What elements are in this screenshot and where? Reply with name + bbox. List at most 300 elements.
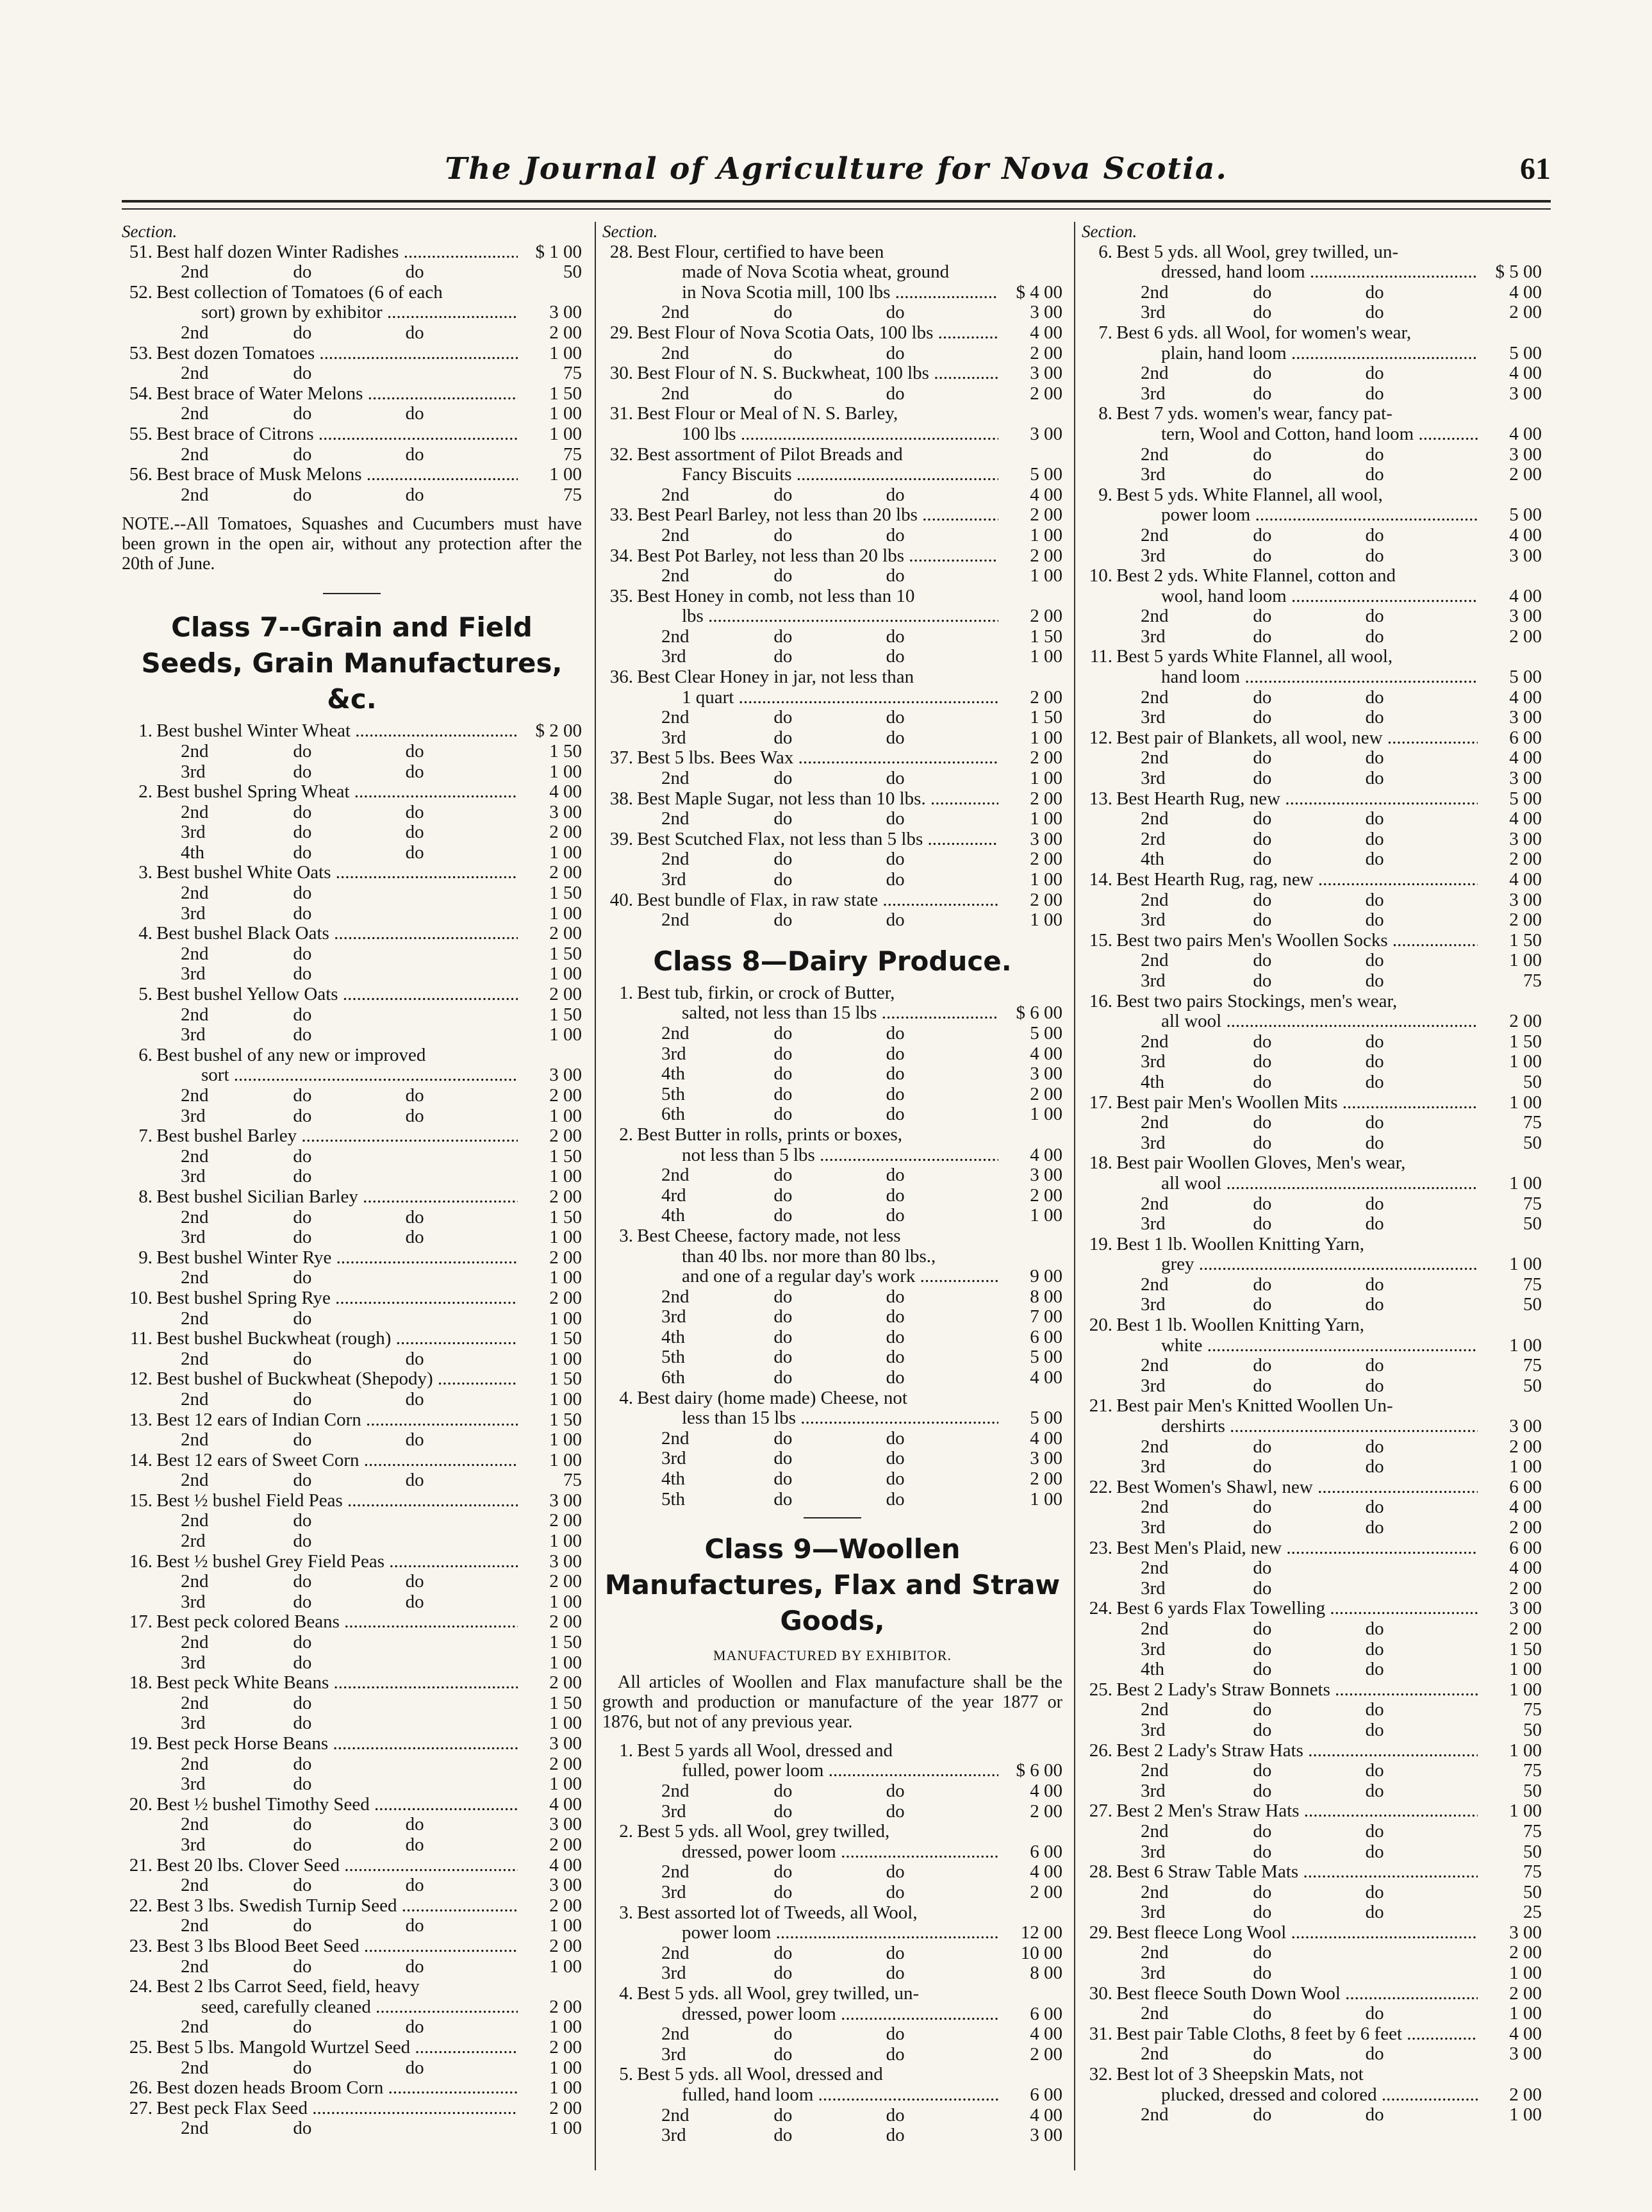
prize-sub-row (1082, 1943, 1542, 1963)
sub-cell: do (1253, 1659, 1272, 1680)
sub-cell: do (1365, 524, 1384, 545)
sub-cell: do (1365, 747, 1384, 769)
prize-sub-row (1082, 1720, 1542, 1741)
prize-row (122, 1045, 582, 1066)
sub-cell: do (773, 2125, 793, 2146)
sub-cell: do (405, 1956, 424, 1977)
sub-cells (153, 1309, 518, 1329)
prize-row (1082, 1862, 1542, 1883)
sub-cells (633, 1368, 998, 1388)
sub-cell: do (1253, 1112, 1272, 1133)
sub-cell: do (773, 1104, 793, 1125)
sub-cells (1112, 627, 1478, 647)
sub-cell: do (1253, 1517, 1272, 1538)
sub-cell: do (1365, 889, 1384, 910)
prize-text: Best bushel Spring Wheat ..... (156, 782, 518, 802)
prize-amount: 5 00 (1030, 464, 1062, 485)
prize-text: made of Nova Scotia wheat, ground (682, 262, 950, 283)
prize-amount: 4 00 (1509, 869, 1542, 890)
prize-sub-row (1082, 1032, 1542, 1052)
sub-cells (1112, 1518, 1478, 1538)
sub-cell: 2nd (181, 444, 209, 465)
sub-cells (633, 1307, 998, 1327)
prize-sub-row (602, 1449, 1062, 1469)
sub-cell: do (1253, 1355, 1272, 1376)
prize-row (1082, 404, 1542, 424)
prize-amount: 1 00 (1509, 2003, 1542, 2024)
sub-cell: do (293, 801, 312, 822)
prize-description (153, 1734, 518, 1754)
prize-text: all wool ..... (1161, 1011, 1478, 1031)
prize-amount: 50 (1523, 1881, 1542, 1902)
prize-description (153, 1856, 518, 1876)
sub-cells (153, 1572, 518, 1592)
prize-amount: 3 00 (549, 1875, 582, 1896)
prize-sub-row (1082, 384, 1542, 404)
column-1 (122, 222, 582, 2139)
sub-cell (1366, 1579, 1478, 1599)
prize-sub-row (1082, 849, 1542, 870)
sub-cells (153, 445, 518, 465)
prize-continuation (1082, 1011, 1542, 1032)
prize-number: 38. (609, 788, 633, 809)
prize-amount: 1 00 (549, 761, 582, 782)
prize-sub-row (1082, 1133, 1542, 1154)
prize-amount: 9 00 (1030, 1266, 1062, 1287)
prize-amount: 4 00 (1030, 1043, 1062, 1064)
prize-amount: 10 00 (1020, 1942, 1062, 1963)
prize-amount: 3 00 (1030, 1165, 1062, 1186)
sub-cell: do (405, 1206, 424, 1227)
prize-amount: 3 00 (549, 1065, 582, 1086)
sub-cell: 4th (661, 1326, 686, 1347)
prize-amount: 75 (563, 484, 582, 505)
prize-amount: 7 00 (1030, 1306, 1062, 1327)
sub-cell: 2nd (1141, 1881, 1169, 1902)
prize-description (1112, 931, 1478, 951)
prize-text: Best bushel Buckwheat (rough) ..... (156, 1329, 518, 1349)
prize-amount: 1 00 (1509, 950, 1542, 971)
prize-number: 16. (129, 1551, 153, 1572)
sub-cell: do (1365, 1618, 1384, 1639)
sub-cell: do (773, 2043, 793, 2065)
sub-cells (153, 262, 518, 283)
sub-cell: do (886, 1963, 905, 1984)
prize-text: Best half dozen Winter Radishes ..... (156, 242, 518, 262)
sub-cells (153, 1531, 518, 1552)
sub-cell: do (405, 2057, 424, 2078)
prize-description (1112, 789, 1478, 810)
sub-cells (153, 1693, 518, 1714)
prize-row (1082, 1396, 1542, 1417)
prize-row (122, 1187, 582, 1208)
prize-sub-row (1082, 1072, 1542, 1093)
prize-amount: 50 (1523, 1132, 1542, 1153)
prize-number: 12. (1089, 727, 1112, 748)
prize-sub-row (602, 1862, 1062, 1883)
prize-number: 55. (129, 423, 153, 444)
prize-text: seed, carefully cleaned ..... (201, 1997, 518, 2017)
prize-amount: $ 6 00 (1016, 1002, 1062, 1024)
prize-sub-row (122, 1227, 582, 1248)
sub-cell: 2nd (181, 1956, 209, 1977)
sub-cells (1112, 769, 1478, 789)
sub-cell: do (1253, 444, 1272, 465)
prize-amount: 5 00 (1030, 1022, 1062, 1044)
sub-cell: do (405, 761, 424, 782)
sub-cell: do (1253, 1071, 1272, 1092)
sub-cells (1112, 1943, 1478, 1963)
prize-description (153, 721, 518, 742)
sub-cell: do (405, 1834, 424, 1855)
sub-cell: 2nd (181, 740, 209, 761)
prize-amount: 5 00 (1509, 667, 1542, 688)
prize-number: 1. (619, 1740, 633, 1761)
sub-cell: do (1253, 1638, 1272, 1659)
prize-text: Best bushel White Oats ..... (156, 863, 518, 883)
prize-description (633, 829, 998, 850)
prize-amount: 1 50 (549, 1145, 582, 1167)
sub-cell: do (773, 1448, 793, 1469)
sub-cell: do (1365, 1902, 1384, 1923)
prize-amount: 2 00 (549, 1287, 582, 1308)
prize-text: Best 5 yds. all Wool, dressed and (637, 2065, 883, 2085)
prize-text: Best bushel Winter Rye ..... (156, 1248, 518, 1268)
prize-continuation (602, 688, 1062, 708)
prize-description (633, 323, 998, 344)
prize-amount: 2 00 (1509, 1436, 1542, 1457)
prize-row (1082, 1315, 1542, 1336)
prize-list (602, 1741, 1062, 2146)
sub-cell: 2nd (181, 1915, 209, 1936)
sub-cell: 3rd (1141, 464, 1166, 485)
sub-cells (1112, 2044, 1478, 2065)
prize-amount: 8 00 (1030, 1286, 1062, 1307)
sub-cell: do (293, 963, 312, 985)
sub-cell: 3rd (1141, 1051, 1166, 1072)
sub-cell: do (405, 801, 424, 822)
sub-cell: 2nd (181, 801, 209, 822)
prize-amount: 2 00 (549, 1085, 582, 1106)
prize-description (633, 1003, 998, 1024)
prize-number: 35. (609, 585, 633, 606)
prize-sub-row (602, 1781, 1062, 1802)
sub-cell: 2nd (661, 383, 690, 404)
sub-cells (153, 1815, 518, 1835)
sub-cell: do (1365, 828, 1384, 849)
prize-sub-row (122, 1693, 582, 1714)
sub-cell: do (293, 1774, 312, 1795)
prize-amount: 1 00 (549, 464, 582, 485)
sub-cell: do (886, 1468, 905, 1490)
sub-cell: 2nd (661, 1861, 690, 1883)
prize-text: Best lot of 3 Sheepskin Mats, not (1116, 2065, 1364, 2085)
prize-sub-row (122, 1875, 582, 1896)
sub-cell: do (1365, 1031, 1384, 1052)
sub-cell: do (1253, 2043, 1272, 2065)
prize-amount: 2 00 (549, 984, 582, 1005)
sub-cell: do (1365, 1497, 1384, 1518)
sub-cell: 2nd (661, 1165, 690, 1186)
prize-number: 10. (129, 1287, 153, 1308)
sub-cell: do (1253, 1780, 1272, 1801)
prize-amount: 1 00 (1030, 524, 1062, 545)
prize-row (122, 1977, 582, 1997)
prize-number: 31. (609, 403, 633, 424)
prize-row (122, 1673, 582, 1693)
prize-amount: 3 00 (1509, 889, 1542, 910)
prize-amount: 1 00 (1030, 910, 1062, 931)
prize-text: Best two pairs Men's Woollen Socks ..... (1116, 931, 1478, 951)
sub-cell: 2nd (1141, 686, 1169, 708)
sub-cells (153, 1916, 518, 1936)
sub-cell: do (293, 1692, 312, 1713)
prize-amount: 2 00 (549, 923, 582, 944)
prize-description (633, 404, 998, 424)
sub-cell: 2nd (1141, 1820, 1169, 1842)
prize-sub-row (602, 1085, 1062, 1105)
sub-cells (153, 904, 518, 924)
sub-cells (1112, 303, 1478, 323)
prize-row (1082, 1093, 1542, 1113)
prize-amount: 8 00 (1030, 1963, 1062, 1984)
sub-cells (153, 1653, 518, 1674)
prize-amount: 4 00 (1030, 1781, 1062, 1801)
prize-row (122, 1856, 582, 1876)
prize-description (1112, 1538, 1478, 1559)
prize-amount: 4 00 (1509, 1558, 1542, 1579)
sub-cell: 3rd (181, 1105, 206, 1126)
prize-description (1112, 2024, 1478, 2045)
sub-cells (153, 404, 518, 424)
sub-cell: do (773, 646, 793, 667)
sub-cells (1112, 1720, 1478, 1741)
sub-cells (633, 1165, 998, 1186)
prize-description (633, 1822, 998, 1842)
prize-row (602, 505, 1062, 526)
class-7-heading: Class 7--Grain and Field Seeds, Grain Manufactures, &c. (141, 611, 563, 715)
prize-sub-row (122, 1147, 582, 1167)
sub-cells (633, 1327, 998, 1348)
prize-text: plucked, dressed and colored ..... (1161, 2085, 1478, 2105)
sub-cells (1112, 1883, 1478, 1903)
sub-cell: 3rd (661, 1881, 686, 1902)
prize-amount: 6 00 (1509, 1476, 1542, 1497)
sub-cell: 2nd (1141, 524, 1169, 545)
sub-cell: 3rd (181, 1834, 206, 1855)
prize-continuation (122, 1997, 582, 2018)
prize-description (153, 1045, 518, 1066)
sub-cell: do (886, 1185, 905, 1206)
sub-cells (153, 323, 518, 344)
prize-row (122, 1451, 582, 1471)
prize-amount: 4 00 (549, 1793, 582, 1815)
sub-cell: 2nd (661, 626, 690, 647)
sub-cells (1112, 829, 1478, 850)
sub-cell: do (886, 1800, 905, 1822)
prize-sub-row (602, 2045, 1062, 2065)
sub-cell: do (1365, 768, 1384, 789)
prize-description (1112, 1417, 1478, 1437)
sub-cells (1112, 708, 1478, 728)
sub-cell: do (1253, 950, 1272, 971)
sub-cells (153, 1208, 518, 1228)
sub-cell: do (293, 1024, 312, 1045)
prize-text: sort) grown by exhibitor ..... (201, 303, 518, 322)
prize-sub-row (602, 769, 1062, 789)
prize-amount: 1 00 (1509, 1659, 1542, 1680)
prize-amount: 1 00 (549, 1024, 582, 1045)
prize-list (122, 721, 582, 2139)
sub-cell: do (886, 1205, 905, 1226)
prize-continuation (602, 2004, 1062, 2025)
prize-amount: 2 00 (1030, 383, 1062, 404)
sub-cell: do (1253, 1618, 1272, 1639)
sub-cell: 5th (661, 1488, 686, 1509)
prize-sub-row (602, 1024, 1062, 1044)
prize-description (633, 546, 998, 567)
sub-cell: do (886, 2104, 905, 2125)
prize-text: Best brace of Water Melons ..... (156, 384, 518, 404)
prize-sub-row (1082, 890, 1542, 911)
prize-row (602, 1741, 1062, 1761)
sub-cells (633, 1781, 998, 1802)
sub-cell: do (1253, 910, 1272, 931)
sub-cells (1112, 1376, 1478, 1397)
sub-cell: do (1365, 363, 1384, 384)
sub-cell (406, 1531, 518, 1552)
prize-text: hand loom ..... (1161, 667, 1478, 687)
prize-number: 27. (1089, 1800, 1112, 1822)
prize-amount: 6 00 (1509, 727, 1542, 748)
sub-cell: 2nd (661, 302, 690, 323)
sub-cell: do (773, 302, 793, 323)
prize-amount: 2 00 (549, 2036, 582, 2058)
prize-text: Best 5 yards White Flannel, all wool, (1116, 647, 1393, 667)
prize-sub-row (122, 1774, 582, 1795)
prize-description (633, 1145, 998, 1166)
prize-amount: 2 00 (1509, 1983, 1542, 2004)
sub-cell: do (1253, 2003, 1272, 2024)
prize-number: 54. (129, 383, 153, 404)
prize-sub-row (1082, 283, 1542, 303)
sub-cell: do (293, 902, 312, 924)
prize-amount: 2 00 (1030, 1083, 1062, 1104)
sub-cell: do (405, 1085, 424, 1106)
sub-cells (153, 1875, 518, 1896)
sub-cell: do (773, 869, 793, 890)
prize-description (1112, 1235, 1478, 1255)
prize-sub-row (122, 1713, 582, 1734)
sub-cell: 3rd (661, 1448, 686, 1469)
sub-cells (1112, 526, 1478, 546)
sub-cells (1112, 951, 1478, 971)
prize-sub-row (602, 485, 1062, 506)
prize-amount: 5 00 (1030, 1408, 1062, 1429)
prize-amount: 25 (1523, 1902, 1542, 1923)
sub-cell: 2nd (181, 1753, 209, 1774)
prize-row (1082, 992, 1542, 1012)
prize-row (122, 465, 582, 485)
sub-cell (406, 964, 518, 985)
sub-cells (1112, 2105, 1478, 2125)
sub-cells (633, 1085, 998, 1105)
prize-description (153, 384, 518, 404)
sub-cell: do (1253, 1213, 1272, 1235)
prize-amount: 2 00 (549, 862, 582, 883)
prize-amount: 1 00 (1030, 1104, 1062, 1125)
sub-cell (406, 883, 518, 904)
prize-continuation (1082, 262, 1542, 283)
prize-sub-row (122, 1754, 582, 1775)
prize-text: Best Men's Plaid, new ..... (1116, 1538, 1478, 1558)
sub-cell: 4th (661, 1205, 686, 1226)
prize-number: 12. (129, 1368, 153, 1390)
sub-cell: 2nd (1141, 2003, 1169, 2024)
sub-cell: do (773, 1367, 793, 1388)
sub-cell: do (1253, 302, 1272, 323)
prize-description (153, 1977, 518, 1997)
prize-text: Best pair Woollen Gloves, Men's wear, (1116, 1153, 1406, 1174)
section-label: Section. (122, 222, 178, 241)
sub-cell: 2nd (1141, 808, 1169, 829)
prize-number: 11. (1089, 646, 1112, 667)
prize-sub-row (122, 762, 582, 783)
sub-cell: 2nd (181, 883, 209, 904)
prize-sub-row (1082, 1052, 1542, 1072)
prize-number: 13. (1089, 788, 1112, 809)
sub-cells (633, 2045, 998, 2065)
sub-cells (1112, 546, 1478, 567)
prize-amount: 4 00 (1030, 1367, 1062, 1388)
prize-amount: 1 00 (549, 842, 582, 863)
sub-cell: 4th (1141, 1071, 1165, 1092)
prize-description (633, 983, 998, 1004)
divider (804, 1517, 861, 1518)
prize-description (1112, 1396, 1478, 1417)
prize-sub-row (122, 802, 582, 823)
prize-amount: 3 00 (549, 1551, 582, 1572)
sub-cell: 3rd (181, 1166, 206, 1187)
prize-text: 100 lbs ..... (682, 424, 998, 444)
prize-text: Best bushel Spring Rye ..... (156, 1288, 518, 1308)
sub-cells (1112, 849, 1478, 870)
prize-amount: 1 00 (1030, 1205, 1062, 1226)
prize-number: 7. (138, 1126, 153, 1147)
sub-cells (633, 910, 998, 931)
sub-cell: do (886, 484, 905, 505)
prize-continuation (1082, 424, 1542, 445)
sub-cells (1112, 283, 1478, 303)
prize-amount: 1 00 (549, 1308, 582, 1329)
prize-description (1112, 404, 1478, 424)
sub-cell: do (1253, 545, 1272, 566)
sub-cell: 2nd (1141, 363, 1169, 384)
prize-amount: 2 00 (1030, 545, 1062, 566)
prize-row (602, 748, 1062, 769)
prize-amount: 6 00 (1030, 2084, 1062, 2105)
prize-sub-row (1082, 1640, 1542, 1660)
prize-sub-row (1082, 526, 1542, 546)
prize-sub-row (122, 1957, 582, 1977)
sub-cell: do (405, 1348, 424, 1369)
sub-cell: do (886, 1063, 905, 1085)
sub-cells (153, 1147, 518, 1167)
sub-cell: 2nd (1141, 1699, 1169, 1720)
prize-number: 25. (129, 2036, 153, 2058)
prize-amount: 4 00 (1030, 322, 1062, 343)
prize-sub-row (1082, 1659, 1542, 1680)
